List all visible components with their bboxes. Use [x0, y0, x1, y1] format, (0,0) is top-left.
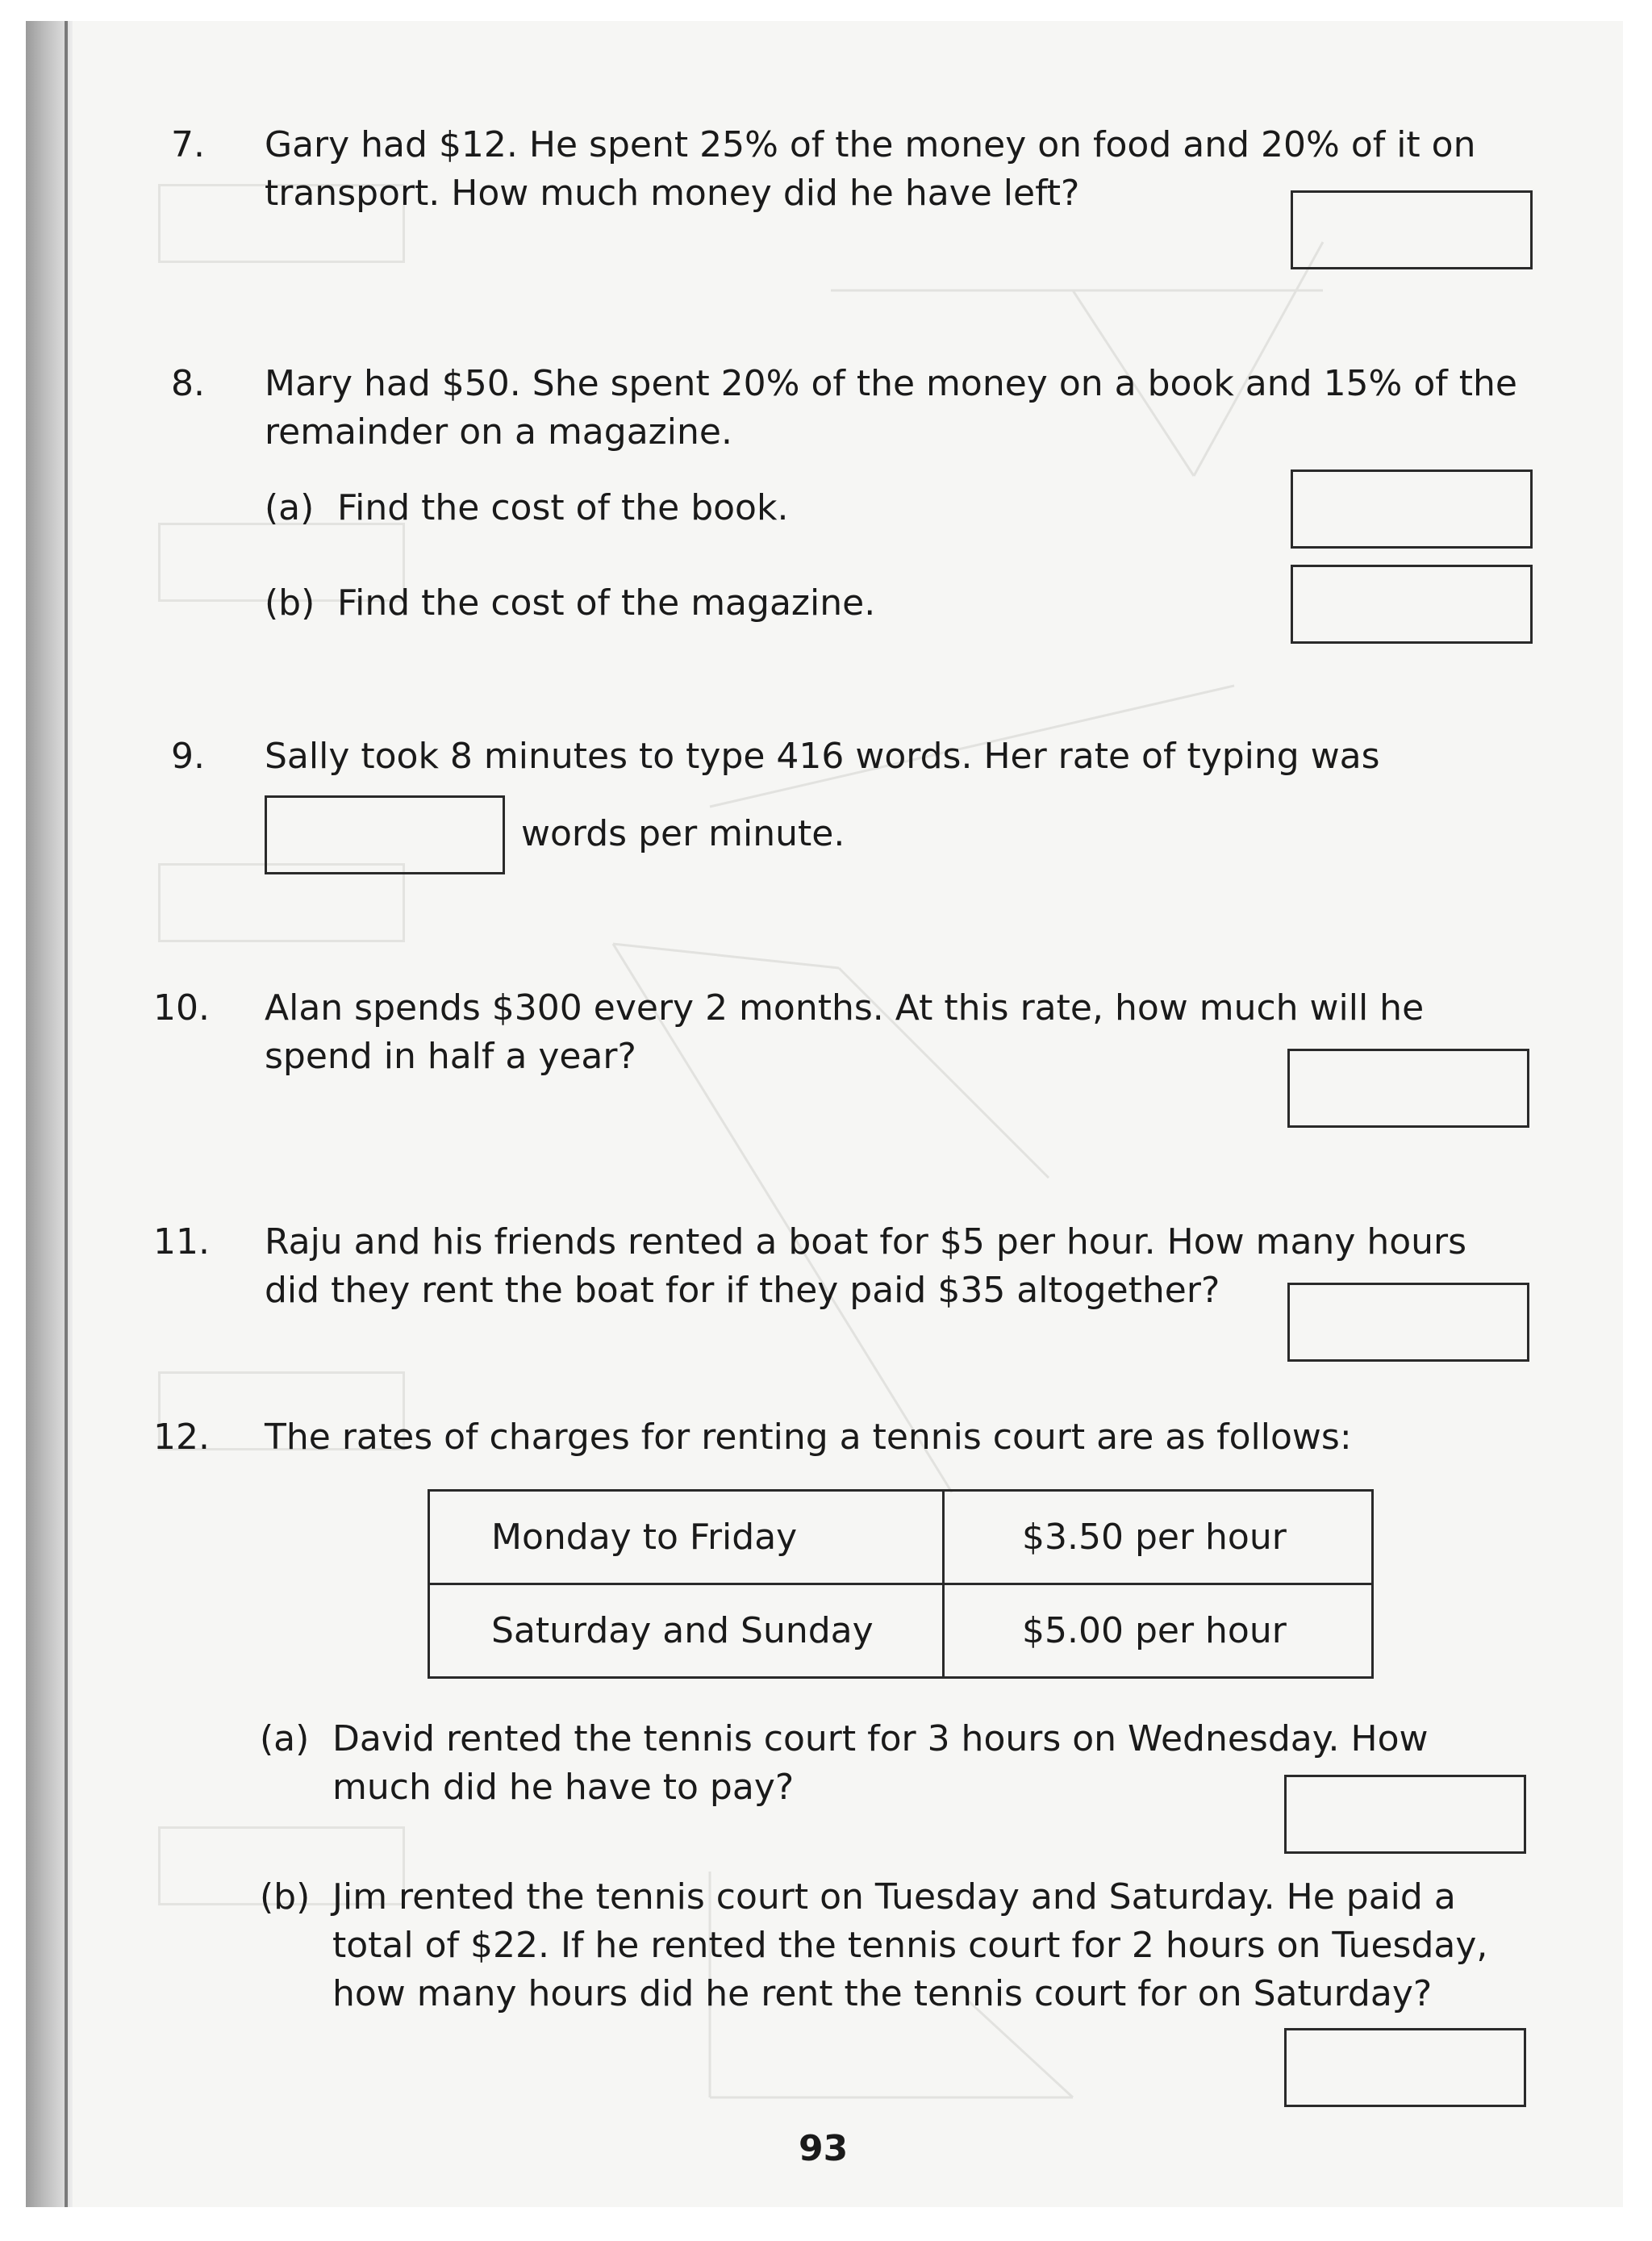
question-text-line: David rented the tennis court for 3 hours on Wednesday. How: [332, 1718, 1429, 1759]
question-8b-label: (b): [265, 582, 315, 624]
table-cell-rate: $5.00 per hour: [944, 1584, 1373, 1678]
question-12a-text: [332, 1715, 1428, 1812]
rates-table: [428, 1489, 1374, 1679]
binding-edge: [65, 21, 68, 2207]
question-text-line: remainder on a magazine.: [265, 411, 732, 453]
question-8a-text: Find the cost of the book.: [337, 487, 789, 528]
question-text-line: Gary had $12. He spent 25% of the money on food and 20% of it on: [265, 124, 1476, 165]
question-text-line: total of $22. If he rented the tennis court for 2 hours on Tuesday,: [332, 1925, 1488, 1966]
table-cell-day: Saturday and Sunday: [429, 1584, 944, 1678]
question-9-text: [265, 732, 1380, 781]
question-8a-label: (a): [265, 487, 315, 528]
question-8b-answer-box[interactable]: [1291, 565, 1533, 644]
table-row: [429, 1491, 1373, 1584]
question-12b-label: (b): [260, 1876, 311, 1918]
question-10-answer-box[interactable]: [1287, 1049, 1529, 1128]
question-text-line: Mary had $50. She spent 20% of the money on a book and 15% of the: [265, 363, 1517, 404]
question-8b-text: Find the cost of the magazine.: [337, 582, 876, 624]
question-9-suffix: words per minute.: [521, 813, 845, 854]
page-number: 93: [799, 2128, 849, 2169]
question-7-number: 7.: [171, 124, 205, 165]
question-8a-answer-box[interactable]: [1291, 469, 1533, 549]
question-text-line: spend in half a year?: [265, 1036, 636, 1077]
question-8-text: [265, 360, 1517, 457]
question-8-number: 8.: [171, 363, 205, 404]
question-10-text: [265, 984, 1424, 1081]
question-12b-text: [332, 1873, 1487, 2018]
question-12-text: [265, 1413, 1352, 1462]
table-cell-rate: $3.50 per hour: [944, 1491, 1373, 1584]
question-11-answer-box[interactable]: [1287, 1283, 1529, 1362]
question-text-line: The rates of charges for renting a tennis court are as follows:: [265, 1417, 1352, 1458]
question-12a-label: (a): [260, 1718, 310, 1759]
question-text-line: Jim rented the tennis court on Tuesday and Saturday. He paid a: [332, 1876, 1456, 1918]
table-row: [429, 1584, 1373, 1678]
question-text-line: Sally took 8 minutes to type 416 words. Her rate of typing was: [265, 736, 1380, 777]
question-text-line: much did he have to pay?: [332, 1767, 795, 1808]
question-11-text: [265, 1218, 1466, 1315]
question-12b-answer-box[interactable]: [1284, 2028, 1526, 2107]
question-text-line: Raju and his friends rented a boat for $5 per hour. How many hours: [265, 1221, 1467, 1262]
question-10-number: 10.: [153, 987, 210, 1029]
question-7-answer-box[interactable]: [1291, 190, 1533, 269]
question-9-number: 9.: [171, 736, 205, 777]
question-text-line: Alan spends $300 every 2 months. At this rate, how much will he: [265, 987, 1425, 1029]
question-12-number: 12.: [153, 1417, 210, 1458]
question-11-number: 11.: [153, 1221, 210, 1262]
question-text-line: did they rent the boat for if they paid $35 altogether?: [265, 1270, 1220, 1311]
question-9-answer-box[interactable]: [265, 795, 505, 874]
question-text-line: transport. How much money did he have left?: [265, 173, 1080, 214]
table-cell-day: Monday to Friday: [429, 1491, 944, 1584]
question-12a-answer-box[interactable]: [1284, 1775, 1526, 1854]
show-through-box: [158, 863, 405, 942]
question-text-line: how many hours did he rent the tennis court for on Saturday?: [332, 1973, 1433, 2014]
